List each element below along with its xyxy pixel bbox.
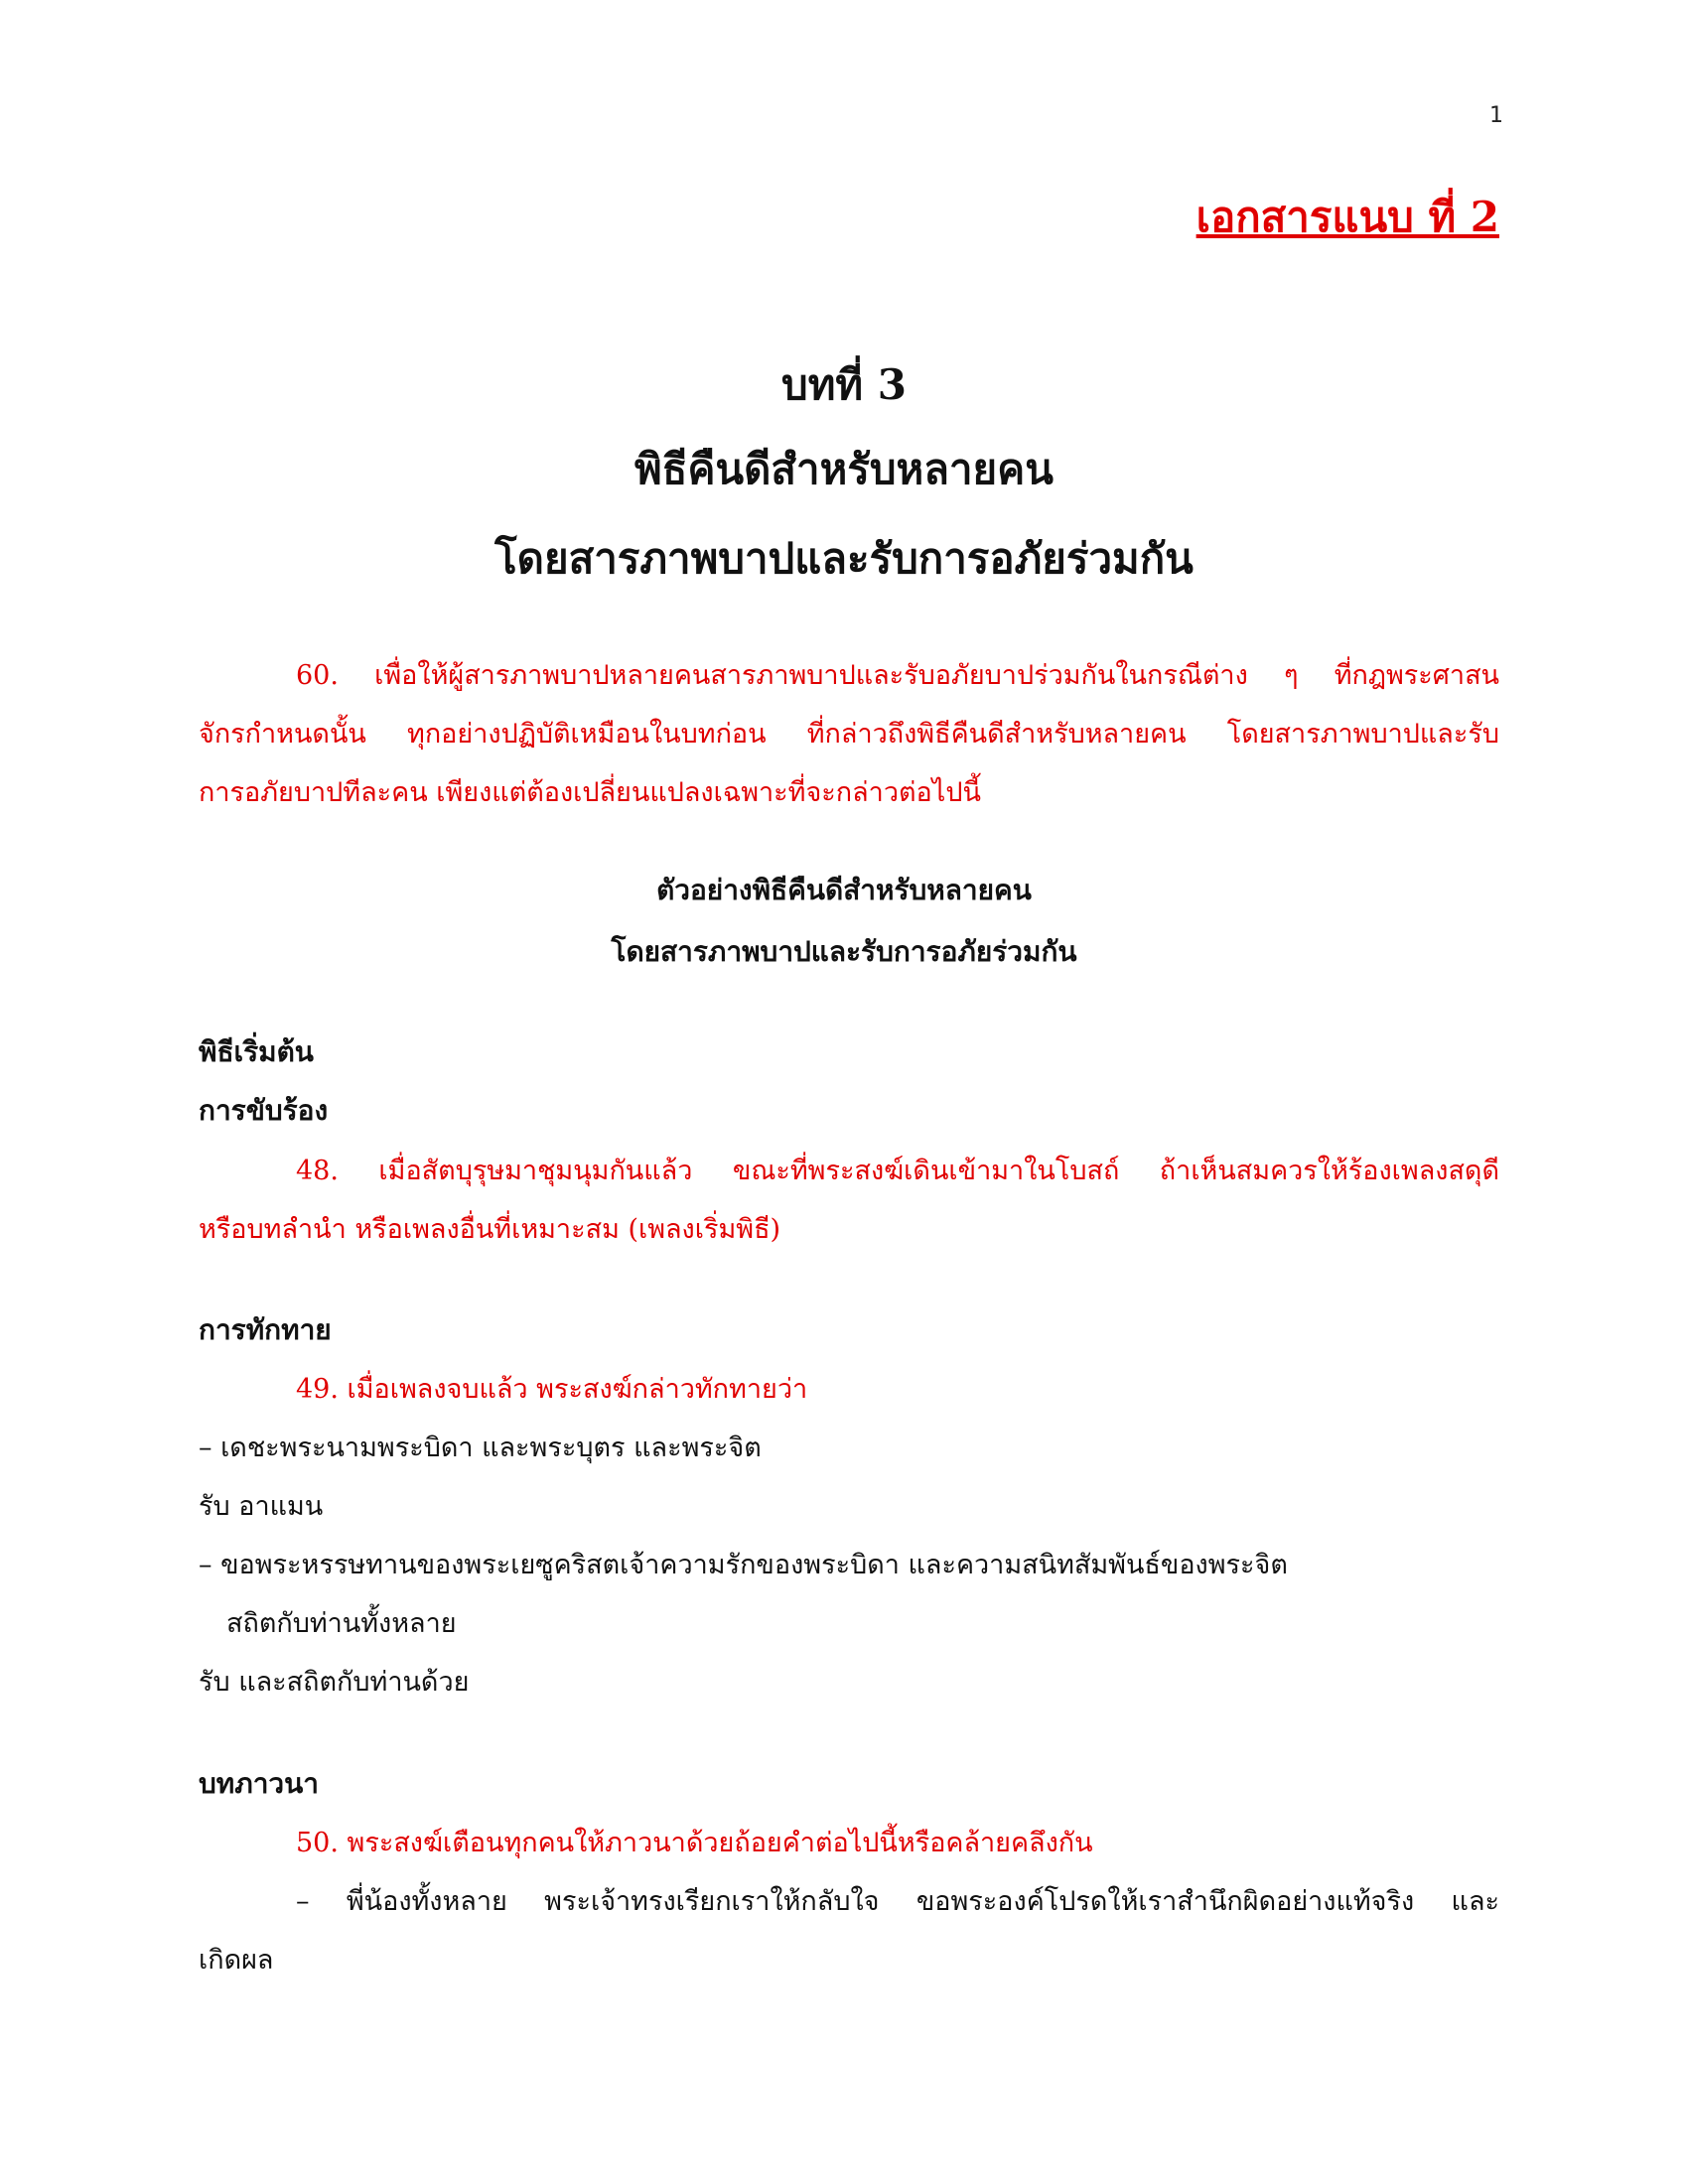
section-opening: พิธีเริ่มต้น — [199, 1035, 314, 1068]
section-prayer: บทภาวนา — [199, 1767, 319, 1800]
para48-line1: 48. เมื่อสัตบุรุษมาชุมนุมกันแล้ว ขณะที่พระสงฆ์เดินเข้ามาในโบสถ์ ถ้าเห็นสมควรให้ร้องเพลงสดุดี — [296, 1156, 1499, 1186]
greeting-response2: รับ และสถิตกับท่านด้วย — [199, 1667, 470, 1698]
para49: 49. เมื่อเพลงจบแล้ว พระสงฆ์กล่าวทักทายว่า — [296, 1374, 808, 1405]
greeting-line2: – ขอพระหรรษทานของพระเยซูคริสตเจ้าความรักของพระบิดา และความสนิทสัมพันธ์ของพระจิต — [199, 1550, 1288, 1580]
chapter-title: พิธีคืนดีสำหรับหลายคน — [634, 445, 1054, 493]
example-heading-2: โดยสารภาพบาปและรับการอภัยร่วมกัน — [611, 935, 1077, 968]
attachment-label: เอกสารแนบ ที่ 2 — [1196, 193, 1499, 241]
section-singing: การขับร้อง — [199, 1094, 329, 1127]
para50: 50. พระสงฆ์เตือนทุกคนให้ภาวนาด้วยถ้อยคำต่อไปนี้หรือคล้ายคลึงกัน — [296, 1828, 1093, 1858]
chapter-number: บทที่ 3 — [781, 360, 907, 409]
greeting-line1: – เดชะพระนามพระบิดา และพระบุตร และพระจิต — [199, 1433, 762, 1463]
para60-line1: 60. เพื่อให้ผู้สารภาพบาปหลายคนสารภาพบาปและรับอภัยบาปร่วมกันในกรณีต่าง ๆ ที่กฎพระศาสน — [296, 660, 1499, 691]
prayer-line2: เกิดผล — [199, 1945, 274, 1976]
greeting-line2b: สถิตกับท่านทั้งหลาย — [226, 1608, 457, 1639]
para48-line2: หรือบทลำนำ หรือเพลงอื่นที่เหมาะสม (เพลงเริ่มพิธี) — [199, 1214, 781, 1245]
para60-line3: การอภัยบาปทีละคน เพียงแต่ต้องเปลี่ยนแปลงเฉพาะที่จะกล่าวต่อไปนี้ — [199, 777, 981, 808]
section-greeting: การทักทาย — [199, 1313, 332, 1346]
para60-line2: จักรกำหนดนั้น ทุกอย่างปฏิบัติเหมือนในบทก่อน ที่กล่าวถึงพิธีคืนดีสำหรับหลายคน โดยสารภาพบาปและรับ — [199, 719, 1499, 750]
greeting-response1: รับ อาแมน — [199, 1491, 324, 1522]
chapter-subtitle: โดยสารภาพบาปและรับการอภัยร่วมกัน — [494, 534, 1194, 583]
example-heading-1: ตัวอย่างพิธีคืนดีสำหรับหลายคน — [656, 874, 1032, 906]
prayer-line1: – พี่น้องทั้งหลาย พระเจ้าทรงเรียกเราให้กลับใจ ขอพระองค์โปรดให้เราสำนึกผิดอย่างแท้จริง และ — [296, 1886, 1499, 1917]
page-number: 1 — [1489, 103, 1503, 128]
